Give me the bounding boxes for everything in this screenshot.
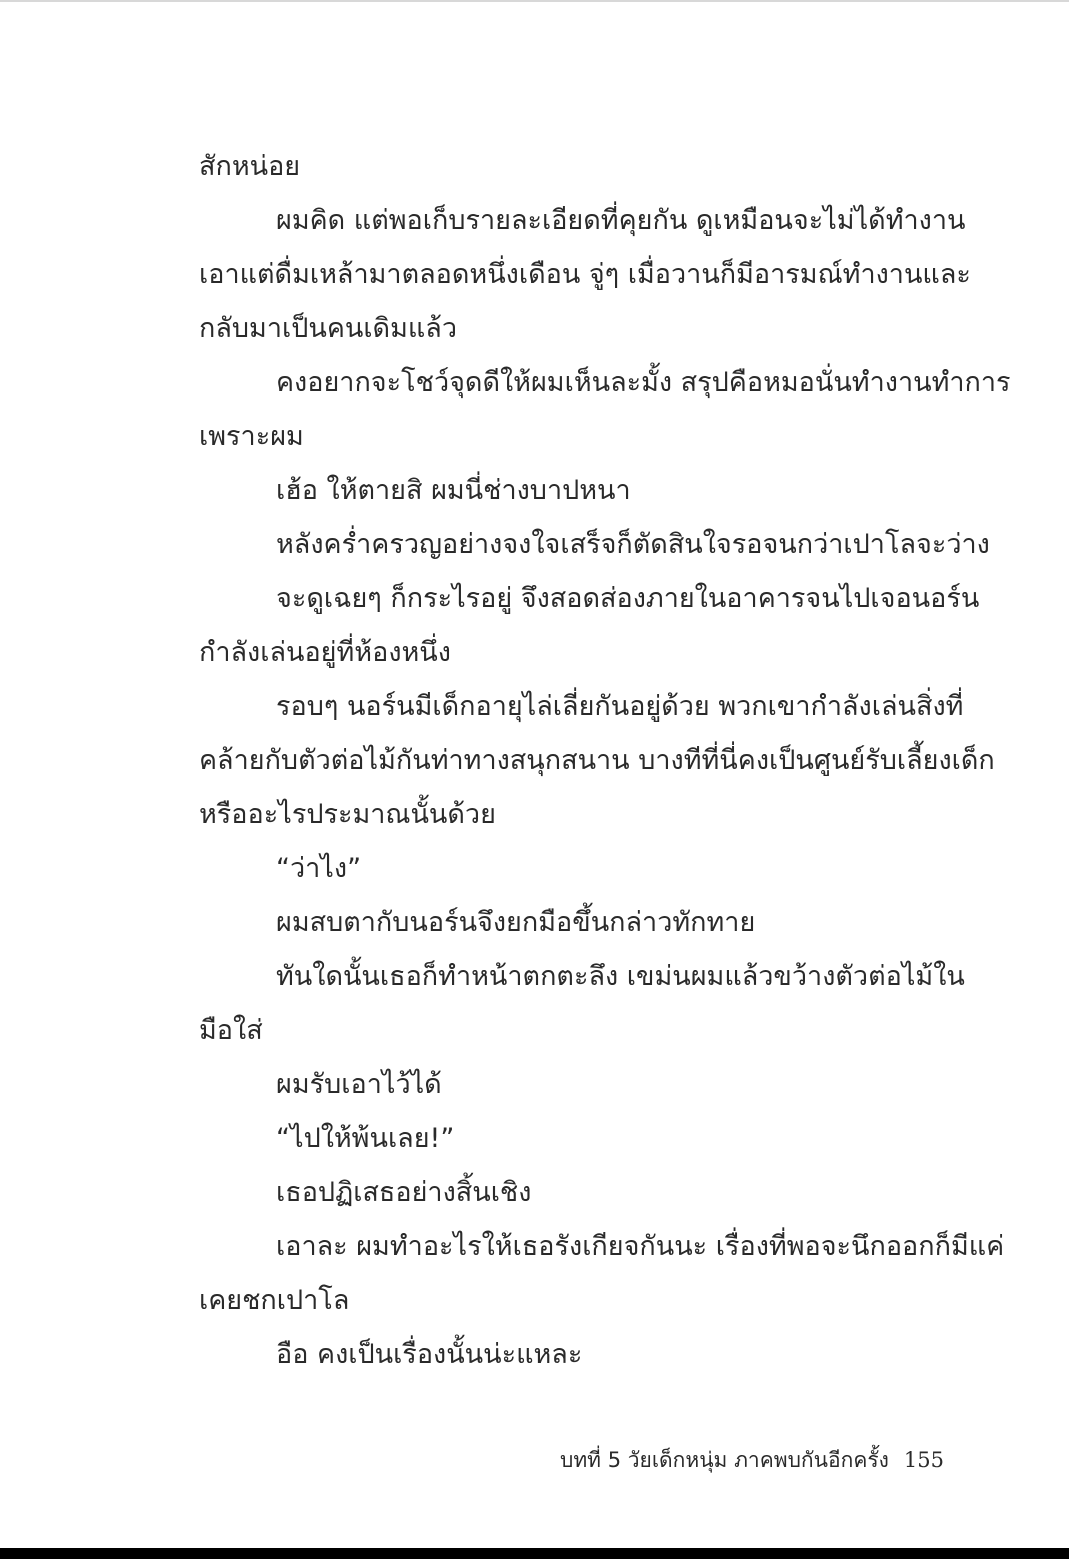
text-line: เคยชกเปาโล [199, 1285, 350, 1316]
text-line: มือใส่ [199, 1015, 263, 1046]
text-line: ทันใดนั้นเธอก็ทำหน้าตกตะลึง เขม่นผมแล้วขว้างตัวต่อไม้ใน [276, 961, 965, 992]
text-line: เฮ้อ ให้ตายสิ ผมนี่ช่างบาปหนา [276, 475, 631, 506]
text-line: อือ คงเป็นเรื่องนั้นน่ะแหละ [276, 1339, 583, 1370]
text-line: สักหน่อย [199, 151, 301, 182]
text-line: เอาละ ผมทำอะไรให้เธอรังเกียจกันนะ เรื่องที่พอจะนึกออกก็มีแค่ [276, 1231, 1005, 1262]
page-body-text [199, 140, 1011, 1382]
top-edge-rule [0, 0, 1069, 2]
bottom-edge-bar [0, 1548, 1069, 1559]
page-number: 155 [903, 1448, 944, 1472]
text-line: กลับมาเป็นคนเดิมแล้ว [199, 313, 458, 344]
text-line: ผมสบตากับนอร์นจึงยกมือขึ้นกล่าวทักทาย [276, 907, 756, 938]
running-footer [560, 1438, 944, 1482]
text-line: ผมรับเอาไว้ได้ [276, 1069, 442, 1100]
text-line: รอบๆ นอร์นมีเด็กอายุไล่เลี่ยกันอยู่ด้วย พวกเขากำลังเล่นสิ่งที่ [276, 691, 964, 722]
text-line: เธอปฏิเสธอย่างสิ้นเชิง [276, 1177, 532, 1208]
text-line: หลังคร่ำครวญอย่างจงใจเสร็จก็ตัดสินใจรอจนกว่าเปาโลจะว่าง [276, 529, 990, 560]
text-line: คล้ายกับตัวต่อไม้กันท่าทางสนุกสนาน บางทีที่นี่คงเป็นศูนย์รับเลี้ยงเด็ก [199, 745, 995, 776]
text-line: ผมคิด แต่พอเก็บรายละเอียดที่คุยกัน ดูเหมือนจะไม่ได้ทำงาน [276, 205, 966, 236]
chapter-title: บทที่ 5 วัยเด็กหนุ่ม ภาคพบกันอีกครั้ง [560, 1448, 889, 1472]
text-line: “ไปให้พ้นเลย!” [276, 1123, 455, 1154]
text-line: กำลังเล่นอยู่ที่ห้องหนึ่ง [199, 637, 451, 668]
text-line: คงอยากจะโชว์จุดดีให้ผมเห็นละมั้ง สรุปคือหมอนั่นทำงานทำการ [276, 367, 1011, 398]
text-line: หรืออะไรประมาณนั้นด้วย [199, 799, 496, 830]
text-line: เอาแต่ดื่มเหล้ามาตลอดหนึ่งเดือน จู่ๆ เมื่อวานก็มีอารมณ์ทำงานและ [199, 259, 971, 290]
text-line: “ว่าไง” [276, 853, 362, 884]
text-line: เพราะผม [199, 421, 304, 452]
text-line: จะดูเฉยๆ ก็กระไรอยู่ จึงสอดส่องภายในอาคารจนไปเจอนอร์น [276, 583, 980, 614]
